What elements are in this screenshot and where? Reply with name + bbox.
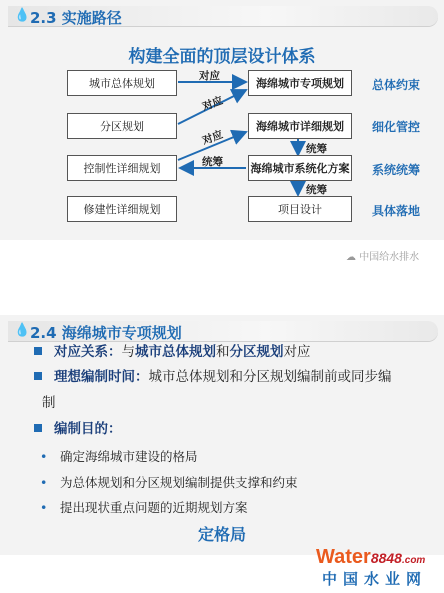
sub-bullet-text: 确定海绵城市建设的格局 [60,449,198,464]
side-label-detailed-control: 细化管控 [372,120,421,134]
box-constructive-plan: 修建性详细规划 [67,196,177,222]
bullet-text: 城市总体规划和分区规划编制前或同步编 [148,369,392,385]
bullet-bold-2: 城市总体规划 [135,344,216,360]
site-logo [316,546,440,590]
logo-water-text: Water [316,546,371,568]
conclusion-text: 定格局 [197,525,246,544]
section-title: 2.4 海绵城市专项规划 [30,324,182,342]
label-duiying-1: 对应 [199,70,220,82]
box-project-design: 项目设计 [248,196,352,222]
label-duiying-2: 对应 [200,94,225,114]
watermark-wechat [346,248,419,263]
dot-bullet-icon: • [40,449,48,464]
section-title: 2.3 实施路径 [30,9,122,27]
bullet-bold: 对应关系： [54,344,122,360]
bullet-bold: 理想编制时间： [54,369,149,385]
section-header [8,321,438,341]
side-label-overall-constraint: 总体约束 [372,78,421,92]
bullet-bold: 编制目的： [54,421,122,437]
box-sponge-system-scheme: 海绵城市系统化方案 [248,155,352,181]
water-drop-icon: 💧 [14,8,31,23]
logo-domain-text: .com [401,555,426,566]
box-sponge-special-plan: 海绵城市专项规划 [248,70,352,96]
label-tongchou-2: 统筹 [306,184,327,196]
bullet-bold-3: 分区规划 [229,344,284,360]
bullet-text-3: 对应 [283,344,311,360]
bullet-text-2: 和 [216,344,230,360]
side-label-implementation: 具体落地 [372,204,421,218]
box-city-master-plan: 城市总体规划 [67,70,177,96]
label-tongchou-1: 统筹 [306,143,327,155]
square-bullet-icon [34,372,42,380]
bullet-ideal-time-cont: 制 [42,395,56,411]
sub-bullet-text: 提出现状重点问题的近期规划方案 [60,500,248,515]
square-bullet-icon [34,424,42,432]
label-tongchou-left: 统筹 [202,156,223,168]
logo-chinese-text: 中国水业网 [322,570,428,588]
sub-bullet-1 [40,447,198,465]
square-bullet-icon [34,347,42,355]
water-drop-icon: 💧 [14,323,31,338]
watermark-text: 中国给水排水 [359,252,420,263]
box-district-plan: 分区规划 [67,113,177,139]
box-regulatory-plan: 控制性详细规划 [67,155,177,181]
logo-number-text: 8848 [370,550,402,566]
dot-bullet-icon: • [40,475,48,490]
bullet-purpose [34,417,429,441]
sub-bullet-3 [40,498,248,516]
bullet-text: 与 [121,344,135,360]
bullet-correspondence [34,340,429,364]
box-sponge-detailed-plan: 海绵城市详细规划 [248,113,352,139]
diagram-title: 构建全面的顶层设计体系 [128,47,316,67]
sub-bullet-2 [40,473,298,491]
label-duiying-3: 对应 [200,128,225,148]
sub-bullet-text: 为总体规划和分区规划编制提供支撑和约束 [60,475,298,490]
wechat-icon: ☁ [346,252,356,263]
dot-bullet-icon: • [40,500,48,515]
bullet-ideal-time [34,365,429,389]
slide-implementation-path [0,0,444,263]
side-label-system-coordination: 系统统筹 [372,163,421,177]
